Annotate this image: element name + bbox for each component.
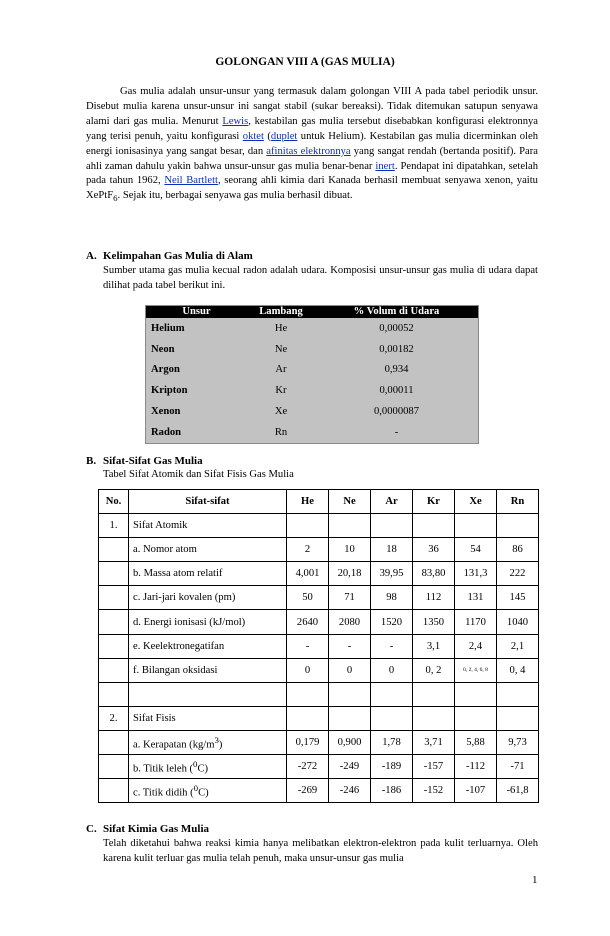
table-row: [99, 779, 539, 803]
table-row: [146, 422, 479, 443]
value-cell: 86: [497, 538, 539, 562]
empty-cell: [455, 514, 497, 538]
value-cell: 39,95: [371, 562, 413, 586]
table-row: [146, 380, 479, 401]
value-cell: 5,88: [455, 730, 497, 754]
table-header-row: [146, 306, 479, 319]
value-cell: -107: [455, 779, 497, 803]
table-row: [99, 538, 539, 562]
label-text: C): [198, 787, 209, 799]
column-header: Xe: [455, 490, 497, 514]
value-cell: 112: [413, 586, 455, 610]
empty-cell: [99, 755, 129, 779]
column-header: Rn: [497, 490, 539, 514]
table-caption: Tabel Sifat Atomik dan Sifat Fisis Gas Mulia: [103, 469, 294, 480]
section-b-heading: [86, 455, 203, 467]
column-header: Sifat-sifat: [129, 490, 287, 514]
property-label: c. Jari-jari kovalen (pm): [129, 586, 287, 610]
link-lewis[interactable]: Lewis: [222, 115, 249, 127]
value-cell: -61,8: [497, 779, 539, 803]
value-cell: 1040: [497, 610, 539, 634]
intro-text: . Sejak itu, berbagai senyawa gas mulia berhasil dibuat.: [117, 190, 353, 202]
table-row: [146, 401, 479, 422]
property-label: [129, 755, 287, 779]
value-cell: -189: [371, 755, 413, 779]
value-cell: 18: [371, 538, 413, 562]
intro-paragraph: [86, 85, 538, 206]
element-name: Kripton: [151, 385, 188, 397]
value-cell: -112: [455, 755, 497, 779]
empty-cell: [371, 514, 413, 538]
empty-cell: [413, 514, 455, 538]
intro-text: . Pendapat ini dipatahkan, setelah pada tahun 1962,: [86, 160, 538, 187]
value-cell: 3,1: [413, 634, 455, 658]
value-cell: 2,1: [497, 634, 539, 658]
property-label: a. Nomor atom: [129, 538, 287, 562]
value-cell: 71: [329, 586, 371, 610]
empty-cell: [99, 658, 129, 682]
empty-cell: [371, 682, 413, 706]
value-cell: 4,001: [287, 562, 329, 586]
value-cell: 0, 4: [497, 658, 539, 682]
empty-cell: [129, 682, 287, 706]
section-c-body: Telah diketahui bahwa reaksi kimia hanya melibatkan elektron-elektron pada kulit terluarnya. Oleh karena kulit terluar gas mulia telah penuh, maka unsur-unsur gas mulia: [103, 838, 538, 864]
property-label: b. Massa atom relatif: [129, 562, 287, 586]
property-label: f. Bilangan oksidasi: [129, 658, 287, 682]
property-label: [129, 779, 287, 803]
value-cell: 20,18: [329, 562, 371, 586]
value-cell: 0,179: [287, 730, 329, 754]
empty-cell: [99, 634, 129, 658]
table-row: [99, 514, 539, 538]
value-cell: 0, 2: [413, 658, 455, 682]
page-title: GOLONGAN VIII A (GAS MULIA): [215, 56, 395, 68]
column-header: Ne: [329, 490, 371, 514]
empty-cell: [413, 682, 455, 706]
empty-cell: [99, 586, 129, 610]
value-cell: 50: [287, 586, 329, 610]
table-row: [99, 562, 539, 586]
value-cell: -152: [413, 779, 455, 803]
section-letter: C.: [86, 823, 97, 835]
value-cell: 2640: [287, 610, 329, 634]
intro-text: , seorang ahli kimia dari Kanada berhasil membuat senyawa xenon, yaitu XePtF: [86, 175, 538, 202]
element-symbol: Rn: [274, 426, 288, 438]
intro-text: untuk Helium). Kestabilan gas mulia dicerminkan oleh energi ionisasinya yang sangat besar, dan: [86, 130, 539, 157]
element-symbol: Xe: [274, 406, 288, 418]
properties-table: [98, 489, 539, 803]
value-cell: 54: [455, 538, 497, 562]
superscript: 0: [193, 782, 199, 793]
element-symbol: Ne: [274, 343, 288, 355]
empty-cell: [497, 514, 539, 538]
element-symbol: He: [274, 322, 288, 334]
value-cell: 36: [413, 538, 455, 562]
row-number: 1.: [99, 514, 129, 538]
section-title: Kelimpahan Gas Mulia di Alam: [103, 250, 253, 262]
column-header: Ar: [371, 490, 413, 514]
label-text: c. Titik didih (: [133, 787, 194, 799]
empty-cell: [455, 706, 497, 730]
value-cell: 145: [497, 586, 539, 610]
table-row: [146, 318, 479, 339]
element-symbol: Ar: [275, 364, 287, 376]
value-cell: 3,71: [413, 730, 455, 754]
empty-cell: [413, 706, 455, 730]
value-cell: -71: [497, 755, 539, 779]
empty-cell: [99, 730, 129, 754]
volume-percent: -: [394, 426, 399, 438]
element-name: Argon: [151, 364, 180, 376]
row-number: 2.: [99, 706, 129, 730]
value-cell: 131,3: [455, 562, 497, 586]
value-cell: 0, 2, 4, 6, 8: [455, 658, 497, 682]
value-cell: 98: [371, 586, 413, 610]
value-cell: -157: [413, 755, 455, 779]
empty-cell: [99, 779, 129, 803]
group-label: Sifat Fisis: [129, 706, 287, 730]
empty-cell: [329, 514, 371, 538]
value-cell: -186: [371, 779, 413, 803]
superscript: 3: [214, 734, 219, 745]
table-row: [99, 658, 539, 682]
column-header: He: [287, 490, 329, 514]
link-oktet[interactable]: oktet: [242, 130, 264, 142]
empty-cell: [99, 610, 129, 634]
table-row: [99, 634, 539, 658]
value-cell: 83,80: [413, 562, 455, 586]
empty-cell: [99, 562, 129, 586]
section-c-text: [103, 837, 538, 867]
value-cell: 0,900: [329, 730, 371, 754]
link-inert[interactable]: inert: [375, 160, 395, 172]
value-cell: -: [329, 634, 371, 658]
empty-cell: [497, 682, 539, 706]
section-a-text: [103, 264, 538, 294]
value-cell: 10: [329, 538, 371, 562]
column-header: Lambang: [247, 306, 315, 319]
group-label: Sifat Atomik: [129, 514, 287, 538]
empty-cell: [99, 682, 129, 706]
intro-text: , kestabilan gas mulia tersebut disebabkan konfigurasi elektronnya yang terisi penuh, yaitu konfigurasi: [86, 115, 538, 142]
value-cell: 222: [497, 562, 539, 586]
section-c-heading: [86, 823, 209, 835]
empty-cell: [497, 706, 539, 730]
section-letter: A.: [86, 250, 97, 262]
intro-text: yang sangat rendah (bertanda positif). Para ahli zaman dahulu yakin bahwa unsur-unsur gas mulia benar-benar: [86, 145, 538, 172]
column-header: Kr: [413, 490, 455, 514]
empty-cell: [329, 682, 371, 706]
section-title: Sifat Kimia Gas Mulia: [103, 823, 210, 835]
value-cell: 2080: [329, 610, 371, 634]
volume-percent: 0,00052: [379, 322, 414, 334]
table-row: [146, 360, 479, 381]
label-text: a. Kerapatan (kg/m: [133, 739, 215, 751]
empty-cell: [329, 706, 371, 730]
value-cell: -272: [287, 755, 329, 779]
value-cell: 1170: [455, 610, 497, 634]
table-row: [146, 339, 479, 360]
value-cell: 0: [371, 658, 413, 682]
element-name: Xenon: [151, 406, 181, 418]
value-cell: 2,4: [455, 634, 497, 658]
abundance-table: [145, 305, 479, 444]
label-text: ): [218, 739, 223, 751]
page-number: 1: [532, 874, 538, 886]
element-name: Neon: [151, 343, 175, 355]
section-letter: B.: [86, 455, 97, 467]
intro-text: Gas mulia adalah unsur-unsur yang termasuk dalam golongan VIII A pada tabel periodik unsur. Disebut mulia karena unsur-unsur ini sangat stabil (sukar bereaksi). Tidak ditemukan satupun senyawa alami dari gas mulia. Menurut: [86, 86, 538, 127]
volume-percent: 0,00182: [379, 343, 414, 355]
value-cell: 1,78: [371, 730, 413, 754]
section-a-body: Sumber utama gas mulia kecual radon adalah udara. Komposisi unsur-unsur gas mulia di udara dapat dilihat pada tabel berikut ini.: [103, 265, 538, 291]
volume-percent: 0,00011: [379, 385, 414, 397]
property-label: e. Keelektronegatifan: [129, 634, 287, 658]
value-cell: 0: [329, 658, 371, 682]
value-cell: -: [371, 634, 413, 658]
label-text: C): [197, 763, 209, 775]
table-row: [99, 586, 539, 610]
link-afinitas-elektron[interactable]: afinitas elektronnya: [266, 145, 351, 157]
link-neil-bartlett[interactable]: Neil Bartlett: [164, 175, 218, 187]
empty-cell: [287, 682, 329, 706]
value-cell: -269: [287, 779, 329, 803]
empty-cell: [287, 706, 329, 730]
superscript: 0: [193, 758, 198, 769]
property-label: d. Energi ionisasi (kJ/mol): [129, 610, 287, 634]
table-header-row: [99, 490, 539, 514]
element-symbol: Kr: [275, 385, 287, 397]
table-row: [99, 730, 539, 754]
section-a-heading: [86, 250, 253, 262]
property-label: [129, 730, 287, 754]
value-cell: -246: [329, 779, 371, 803]
column-header: Unsur: [146, 306, 248, 319]
empty-cell: [99, 538, 129, 562]
value-cell: -249: [329, 755, 371, 779]
value-cell: 0: [287, 658, 329, 682]
column-header: No.: [99, 490, 129, 514]
empty-cell: [287, 514, 329, 538]
table-row-empty: [99, 682, 539, 706]
element-name: Helium: [151, 322, 185, 334]
value-cell: 1520: [371, 610, 413, 634]
empty-cell: [455, 682, 497, 706]
intro-text: (: [263, 130, 271, 142]
value-cell: -: [287, 634, 329, 658]
label-text: b. Titik leleh (: [133, 763, 194, 775]
element-name: Radon: [151, 426, 182, 438]
section-title: Sifat-Sifat Gas Mulia: [103, 455, 203, 467]
table-row: [99, 755, 539, 779]
value-cell: 131: [455, 586, 497, 610]
table-row: [99, 610, 539, 634]
value-cell: 9,73: [497, 730, 539, 754]
volume-percent: 0,934: [384, 364, 409, 376]
value-cell: 2: [287, 538, 329, 562]
empty-cell: [371, 706, 413, 730]
column-header: % Volum di Udara: [315, 306, 479, 319]
link-duplet[interactable]: duplet: [270, 130, 298, 142]
table-row: [99, 706, 539, 730]
value-cell: 1350: [413, 610, 455, 634]
volume-percent: 0,0000087: [373, 406, 420, 418]
subscript: 6: [113, 193, 118, 204]
